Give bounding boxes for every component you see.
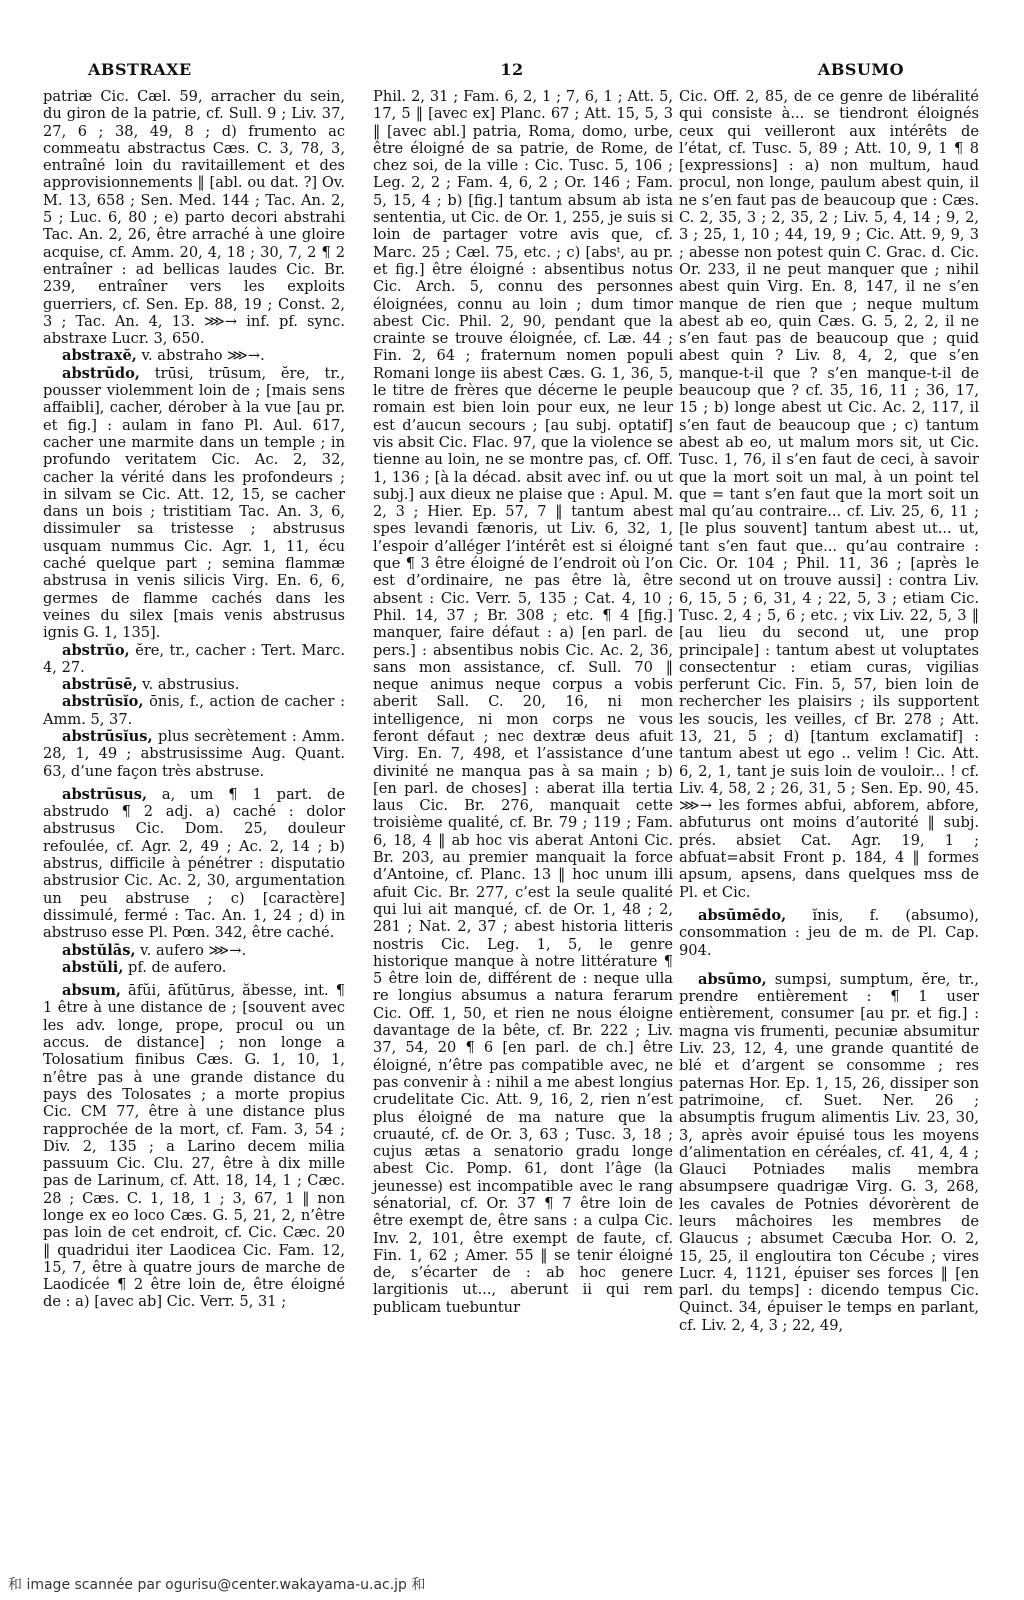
dictionary-entry	[43, 347, 345, 364]
headword: abstrūsĭo,	[62, 693, 144, 711]
dictionary-entry	[679, 907, 979, 959]
dictionary-columns	[43, 88, 1003, 1548]
dictionary-entry	[43, 693, 345, 728]
headword: absūmēdo,	[698, 906, 787, 924]
headword: absum,	[62, 982, 122, 1000]
column-middle	[373, 88, 673, 1316]
dictionary-entry	[43, 942, 345, 959]
page-number: 12	[500, 60, 524, 79]
entry-body: v. aufero ⋙→.	[135, 941, 247, 959]
scan-credit-footer: 和 image scannée par ogurisu@center.wakayama-u.ac.jp 和	[8, 1577, 426, 1593]
dictionary-entry	[43, 676, 345, 693]
headword: abstrūsus,	[62, 785, 148, 803]
entry-body: v. abstraho ⋙→.	[136, 347, 265, 365]
continuation-text: patriæ Cic. Cæl. 59, arracher du sein, du giron de la patrie, cf. Sull. 9 ; Liv. 37, 27, 6 ; 38, 49, 8 ; d) frumento ac commeatu abstractus Cæs. C. 3, 78, 3, entraîné loin du ravitaillement et des approvisionnements ‖ [abl. ou dat. ?] Ov. M. 13, 658 ; Sen. Med. 144 ; Tac. An. 2, 5 ; Luc. 6, 80 ; e) parto decori abstrahi Tac. An. 2, 26, être arraché à une gloire acquise, cf. Amm. 20, 4, 18 ; 30, 7, 2 ¶ 2 entraîner : ad bellicas laudes Cic. Br. 239, entraîner vers les exploits guerriers, cf. Sen. Ep. 88, 19 ; Const. 2, 3 ; Tac. An. 4, 13. ⋙→ inf. pf. sync. abstraxe Lucr. 3, 650.	[43, 88, 345, 348]
dictionary-entry	[679, 971, 979, 1334]
entry-body: ōnis, f., action de cacher : Amm. 5, 37.	[43, 693, 345, 728]
entry-body: v. abstrusius.	[137, 676, 240, 694]
headword: abstŭli,	[62, 958, 124, 976]
column-left	[43, 88, 345, 1311]
entry-body: plus secrètement : Amm. 28, 1, 49 ; abstrusissime Aug. Quant. 63, d’une façon très abstruse.	[43, 727, 345, 780]
entry-body: trūsi, trūsum, ĕre, tr., pousser violemment loin de ; [mais sens affaibli], cacher, dérober à la vue [au pr. et fig.] : aulam in fano Pl. Aul. 617, cacher une marmite dans un temple ; in profundo veritatem Cic. Ac. 2, 32, cacher la vérité dans les profondeurs ; in silvam se Cic. Att. 12, 15, se cacher dans un bois ; tristitiam Tac. An. 3, 6, dissimuler sa tristesse ; abstrusus usquam nummus Cic. Agr. 1, 11, écu caché quelque part ; semina flammæ abstrusa in venis silicis Virg. En. 6, 6, germes de flamme cachés dans les veines du silex [mais venis abstrusus ignis G. 1, 135].	[43, 364, 345, 642]
headword: abstrūdo,	[62, 364, 140, 382]
headword: abstrūsĭus,	[62, 727, 153, 745]
column-right	[679, 88, 979, 1334]
entry-body: pf. de aufero.	[123, 958, 227, 976]
entry-body: āfŭi, āfŭtūrus, ăbesse, int. ¶ 1 être à une distance de ; [souvent avec les adv. longe, prope, procul ou un accus. de distance] ; non longe a Tolosatium finibus Cæs. G. 1, 10, 1, n’être pas à une grande distance du pays des Tolosates ; a morte propius Cic. CM 77, être à une distance plus rapprochée de la mort, cf. Fam. 3, 54 ; Div. 2, 135 ; a Larino decem milia passuum Cic. Clu. 27, être à dix mille pas de Larinum, cf. Att. 18, 14, 1 ; Cæc. 28 ; Cæs. C. 1, 18, 1 ; 3, 67, 1 ‖ non longe ex eo loco Cæs. G. 5, 21, 2, n’être pas loin de cet endroit, cf. Cic. Cæc. 20 ‖ quadridui iter Laodicea Cic. Fam. 12, 15, 7, être à quatre jours de marche de Laodicée ¶ 2 être loin de, être éloigné de : a) [avec ab] Cic. Verr. 5, 31 ;	[43, 982, 345, 1311]
continuation-text: Phil. 2, 31 ; Fam. 6, 2, 1 ; 7, 6, 1 ; Att. 5, 17, 5 ‖ [avec ex] Planc. 67 ; Att. 15, 5, 3 ‖ [avec abl.] patria, Roma, domo, urbe, être éloigné de sa patrie, de Rome, de chez soi, de la ville : Cic. Tusc. 5, 106 ; Leg. 2, 2 ; Fam. 4, 6, 2 ; Or. 146 ; Fam. 5, 15, 4 ; b) [fig.] tantum absum ab ista sententia, ut Cic. de Or. 1, 255, je suis si loin de partager votre avis que, cf. Marc. 25 ; Cæl. 75, etc. ; c) [absᵗ, au pr. et fig.] être éloigné : absentibus notus Cic. Arch. 5, connu des personnes éloignées, connu au loin ; dum timor abest Cic. Phil. 2, 90, pendant que la crainte se trouve éloignée, cf. Læ. 44 ; Fin. 2, 64 ; fraternum nomen populi Romani longe iis abest Cæs. G. 1, 36, 5, le titre de frères que décerne le peuple romain est bien loin pour eux, ne leur est d’aucun secours ; [au subj. optatif] vis absit Cic. Flac. 97, que la violence se tienne au loin, ne se montre pas, cf. Off. 1, 136 ; [à la décad. absit avec inf. ou ut subj.] aux dieux ne plaise que : Apul. M. 2, 3 ; Hier. Ep. 57, 7 ‖ tantum abest spes levandi fænoris, ut Liv. 6, 32, 1, l’espoir d’alléger l’intérêt est si éloigné que ¶ 3 être éloigné de l’endroit où l’on est d’ordinaire, ne pas être là, être absent : Cic. Verr. 5, 135 ; Cat. 4, 10 ; Phil. 14, 37 ; Br. 308 ; etc. ¶ 4 [fig.] manquer, faire défaut : a) [en parl. de pers.] : absentibus nobis Cic. Ac. 2, 36, sans mon assistance, cf. Sull. 70 ‖ neque animus neque corpus a vobis aberit Sall. C. 20, 16, ni mon intelligence, ni mon corps ne vous feront défaut ; nec dextræ deus afuit Virg. En. 7, 498, et l’assistance d’une divinité ne manqua pas à sa main ; b) [en parl. de choses] : aberat illa tertia laus Cic. Br. 276, manquait cette troisième qualité, cf. Br. 79 ; 119 ; Fam. 6, 18, 4 ‖ ab hoc vis aberat Antoni Cic. Br. 203, au premier manquait la force d’Antoine, cf. Planc. 13 ‖ hoc unum illi afuit Cic. Br. 277, c’est la seule qualité qui lui ait manqué, cf. de Or. 1, 48 ; 2, 281 ; Nat. 2, 37 ; abest historia litteris nostris Cic. Leg. 1, 5, le genre historique manque à notre littérature ¶ 5 être loin de, différent de : neque ulla re longius absumus a natura ferarum Cic. Off. 1, 50, et rien ne nous éloigne davantage de la bête, cf. Br. 222 ; Liv. 37, 54, 20 ¶ 6 [en parl. de ch.] être éloigné, n’être pas compatible avec, ne pas convenir à : nihil a me abest longius crudelitate Cic. Att. 9, 16, 2, rien n’est plus éloigné de ma nature que la cruauté, cf. de Or. 3, 63 ; Tusc. 3, 18 ; cujus ætas a senatorio gradu longe abest Cic. Pomp. 61, dont l’âge (la jeunesse) est incompatible avec le rang sénatorial, cf. Or. 37 ¶ 7 être loin de être exempt de, être sans : a culpa Cic. Inv. 2, 101, être exempt de faute, cf. Fin. 1, 62 ; Amer. 55 ‖ se tenir éloigné de, s’écarter de : ab hoc genere largitionis ut..., aberunt ii qui rem publicam tuebuntur	[373, 88, 673, 1316]
headword: abstrŭo,	[62, 641, 130, 659]
dictionary-entry	[43, 365, 345, 642]
dictionary-entry	[43, 959, 345, 976]
entry-body: ĭnis, f. (absumo), consommation : jeu de m. de Pl. Cap. 904.	[679, 906, 979, 959]
continuation-text: Cic. Off. 2, 85, de ce genre de libéralité qui consiste à... se tiendront éloignés ceux qui veilleront aux intérêts de l’état, cf. Tusc. 5, 89 ; Att. 10, 9, 1 ¶ 8 [expressions] : a) non multum, haud procul, non longe, paulum abest quin, il ne s’en faut pas de beaucoup que : Cæs. C. 2, 35, 3 ; 2, 35, 2 ; Liv. 5, 4, 14 ; 9, 2, 3 ; 25, 1, 10 ; 44, 19, 9 ; Cic. Att. 9, 9, 3 ; abesse non potest quin C. Grac. d. Cic. Or. 233, il ne peut manquer que ; nihil abest quin Virg. En. 8, 147, il ne s’en manque de rien que ; neque multum abest ab eo, quin Cæs. G. 5, 2, 2, il ne s’en faut pas de beaucoup que ; quid abest quin ? Liv. 8, 4, 2, que s’en manque-t-il que ? s’en manque-t-il de beaucoup que ? cf. 35, 16, 11 ; 36, 17, 15 ; b) longe abest ut Cic. Ac. 2, 117, il s’en faut de beaucoup que ; c) tantum abest ab eo, ut malum mors sit, ut Cic. Tusc. 1, 76, il s’en faut de ceci, à savoir que la mort soit un mal, à un point tel que = tant s’en faut que la mort soit un mal qu’au contraire... cf. Liv. 25, 6, 11 ; [le plus souvent] tantum abest ut... ut, tant s’en faut que... qu’au contraire : Cic. Or. 104 ; Phil. 11, 36 ; [après le second ut on trouve aussi] : contra Liv. 6, 15, 5 ; 6, 31, 4 ; 22, 5, 3 ; etiam Cic. Tusc. 2, 4 ; 5, 6 ; etc. ; vix Liv. 22, 5, 3 ‖ [au lieu du second ut, une prop principale] : tantum abest ut voluptates consectentur : etiam curas, vigilias perferunt Cic. Fin. 5, 57, bien loin de rechercher les plaisirs ; ils supportent les soucis, les veilles, cf Br. 278 ; Att. 13, 21, 5 ; d) [tantum exclamatif] : tantum abest ut ego .. velim ! Cic. Att. 6, 2, 1, tant je suis loin de vouloir... ! cf. Liv. 4, 58, 2 ; 26, 31, 5 ; Sen. Ep. 90, 45. ⋙→ les formes abfui, abforem, abfore, abfuturus ont moins d’autorité ‖ subj. prés. absiet Cat. Agr. 19, 1 ; abfuat=absit Front p. 184, 4 ‖ formes apsum, apsens, dans quelques mss de Pl. et Cic.	[679, 88, 979, 901]
headword: abstrūsē,	[62, 676, 138, 694]
dictionary-entry	[43, 642, 345, 677]
headword: absūmo,	[698, 970, 767, 988]
dictionary-entry	[43, 786, 345, 942]
dictionary-entry	[43, 728, 345, 780]
dictionary-entry	[43, 982, 345, 1311]
running-head-first-word: ABSTRAXE	[88, 60, 192, 79]
entry-body: a, um ¶ 1 part. de abstrudo ¶ 2 adj. a) caché : dolor abstrusus Cic. Dom. 25, douleur refoulée, cf. Agr. 2, 49 ; Ac. 2, 14 ; b) abstrus, difficile à pénétrer : disputatio abstrusior Cic. Ac. 2, 30, argumentation un peu abstruse ; c) [caractère] dissimulé, fermé : Tac. An. 1, 24 ; d) in abstruso esse Pl. Pœn. 342, être caché.	[43, 785, 345, 942]
running-head-last-word: ABSUMO	[817, 60, 904, 79]
headword: abstŭlās,	[62, 941, 136, 959]
running-head	[0, 60, 1024, 86]
entry-body: ĕre, tr., cacher : Tert. Marc. 4, 27.	[43, 641, 345, 676]
headword: abstraxĕ,	[62, 347, 137, 365]
entry-body: sumpsi, sumptum, ĕre, tr., prendre entièrement : ¶ 1 user entièrement, consumer [au pr. et fig.] : magna vis frumenti, pecuniæ absumitur Liv. 23, 12, 4, une grande quantité de blé et d’argent se consomme ; res paternas Hor. Ep. 1, 15, 26, dissiper son patrimoine, cf. Suet. Ner. 26 ; absumptis frugum alimentis Liv. 23, 30, 3, après avoir épuisé tous les moyens d’alimentation en céréales, cf. 41, 4, 4 ; Glauci Potniades malis membra absumpsere quadrigæ Virg. G. 3, 268, les cavales de Potnies dévorèrent de leurs mâchoires les membres de Glaucus ; absumet Cæcuba Hor. O. 2, 15, 25, il engloutira ton Cécube ; vires Lucr. 4, 1121, épuiser ses forces ‖ [en parl. du temps] : dicendo tempus Cic. Quinct. 34, épuiser le temps en parlant, cf. Liv. 2, 4, 3 ; 22, 49,	[679, 970, 979, 1334]
